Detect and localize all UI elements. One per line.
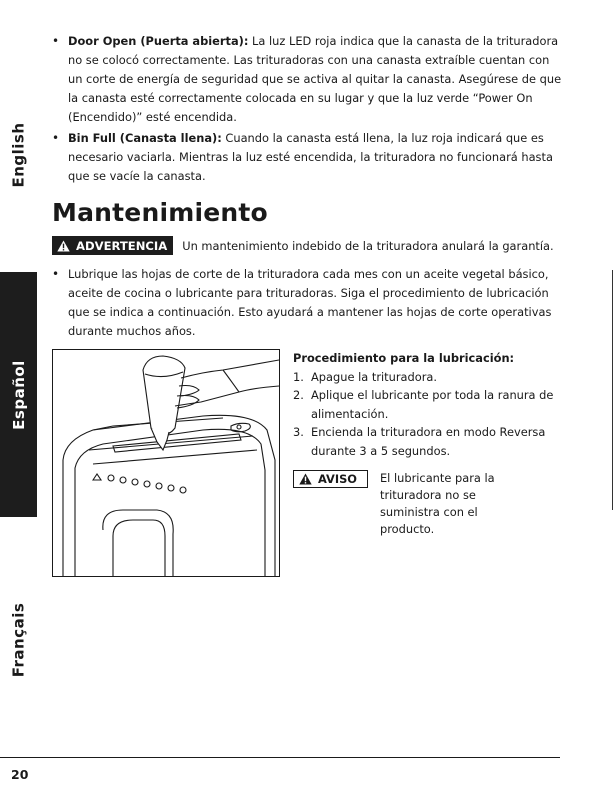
- step-number: 2.: [293, 388, 304, 402]
- warning-notice: [52, 236, 562, 255]
- list-item: [52, 129, 562, 186]
- notice-badge: [293, 470, 368, 488]
- lubrication-procedure: [293, 349, 563, 538]
- step-text: Encienda la trituradora en modo Reversa durante 3 a 5 segundos.: [311, 425, 546, 458]
- language-tab-francais[interactable]: [0, 580, 37, 700]
- list-item-text: La luz LED roja indica que la canasta de la trituradora no se colocó correctamente. Las trituradoras con una canasta extraíble cuentan con un corte de energía de seguridad que se activa al quitar la canasta. Asegúrese de que la canasta esté correctamente colocada en su lugar y que la luz verde “Power On (Encendido)” esté encendida.: [68, 34, 562, 124]
- caution-triangle-icon: [299, 473, 312, 485]
- warning-badge-label: ADVERTENCIA: [76, 238, 168, 253]
- procedure-steps: [293, 368, 563, 461]
- lubrication-section: [52, 349, 562, 589]
- notice-text: El lubricante para la trituradora no se suministra con el producto.: [379, 471, 495, 536]
- notice-box: [293, 470, 563, 538]
- maintenance-list: [52, 265, 562, 341]
- page-content: [52, 32, 562, 589]
- list-item-label: Door Open (Puerta abierta):: [68, 34, 249, 48]
- shredder-illustration-icon: [53, 350, 279, 576]
- procedure-step: [293, 386, 563, 423]
- language-tab-label: Français: [9, 602, 28, 678]
- page-number: 20: [11, 767, 29, 782]
- warning-text: Un mantenimiento indebido de la trituradora anulará la garantía.: [182, 238, 554, 253]
- warning-triangle-icon: [57, 240, 70, 252]
- language-tab-english[interactable]: [0, 95, 37, 215]
- section-title: Mantenimiento: [52, 198, 268, 227]
- procedure-step: [293, 368, 563, 387]
- step-number: 1.: [293, 369, 304, 384]
- step-number: 3.: [293, 425, 304, 439]
- step-text: Apague la trituradora.: [311, 369, 437, 384]
- language-tab-espanol[interactable]: [0, 272, 37, 517]
- shredder-lubrication-illustration: [52, 349, 280, 577]
- language-tab-label: Español: [9, 359, 28, 430]
- list-item: [52, 32, 562, 127]
- list-item-text: Cuando la canasta está llena, la luz roja indicará que es necesario vaciarla. Mientras la luz esté encendida, la trituradora no funcionará hasta que se vacíe la canasta.: [68, 131, 553, 183]
- list-item-label: Bin Full (Canasta llena):: [68, 131, 222, 145]
- step-text: Aplique el lubricante por toda la ranura de alimentación.: [311, 388, 554, 421]
- list-item: [52, 265, 562, 341]
- status-light-list: [52, 32, 562, 186]
- footer-divider: [0, 757, 560, 758]
- language-tab-label: English: [9, 122, 28, 188]
- list-item-text: Lubrique las hojas de corte de la trituradora cada mes con un aceite vegetal básico, aceite de cocina o lubricante para trituradoras. Siga el procedimiento de lubricación que se indica a continuación. Esto ayudará a mantener las hojas de corte operativas durante muchos años.: [68, 267, 552, 338]
- procedure-title: Procedimiento para la lubricación:: [293, 351, 515, 365]
- warning-badge: [52, 236, 173, 255]
- notice-badge-label: AVISO: [318, 471, 357, 486]
- procedure-step: [293, 423, 563, 460]
